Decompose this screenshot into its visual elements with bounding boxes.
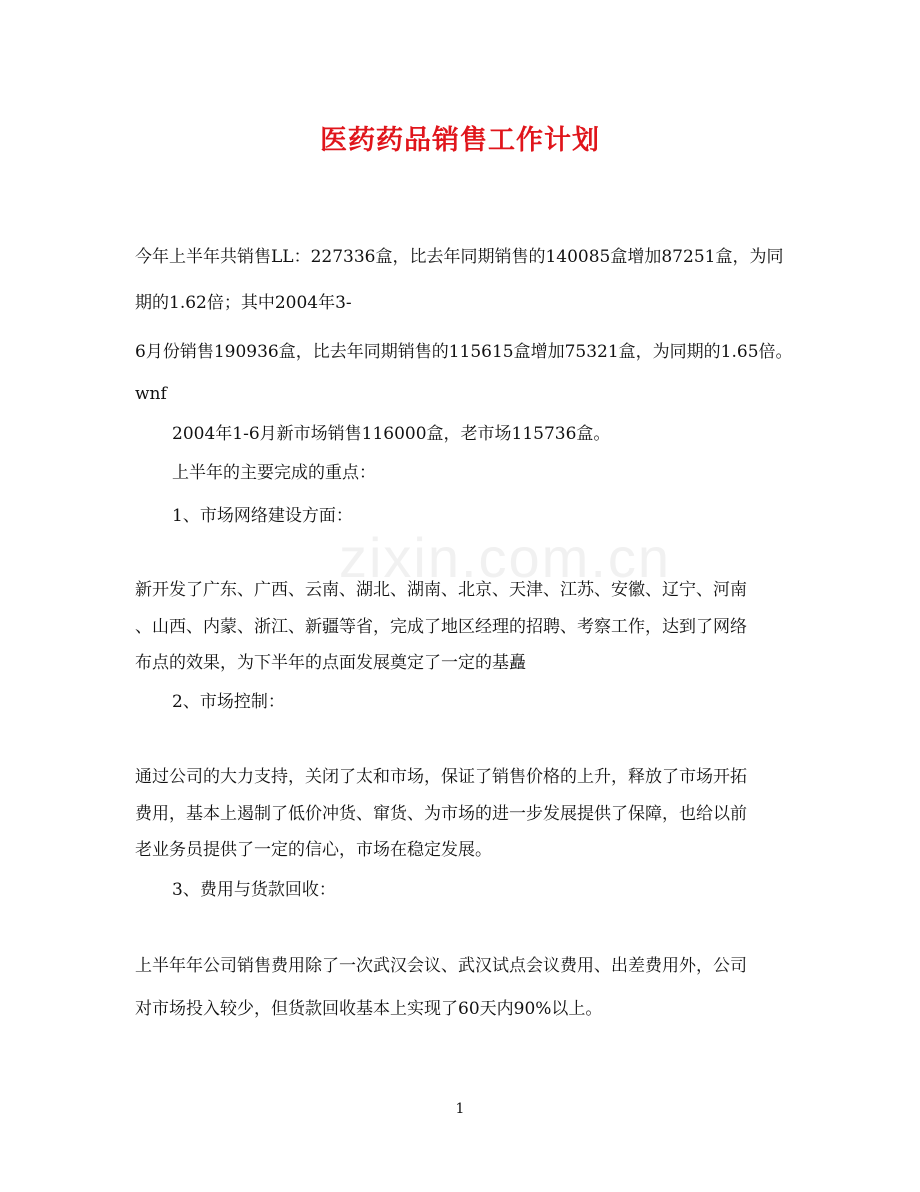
- paragraph-line: 新开发了广东、广西、云南、湖北、湖南、北京、天津、江苏、安徽、辽宁、河南: [135, 580, 747, 600]
- paragraph-line: 老业务员提供了一定的信心，市场在稳定发展。: [135, 840, 492, 860]
- paragraph-line: 、山西、内蒙、浙江、新疆等省，完成了地区经理的招聘、考察工作，达到了网络: [135, 617, 747, 637]
- paragraph-line: 2004年1-6月新市场销售116000盒，老市场115736盒。: [172, 424, 611, 444]
- paragraph-line: 6月份销售190936盒，比去年同期销售的115615盒增加75321盒，为同期的1.65倍。: [135, 342, 793, 362]
- paragraph-line: 期的1.62倍；其中2004年3-: [135, 293, 352, 313]
- watermark: zixin.com.cn: [338, 526, 672, 589]
- paragraph-line: 今年上半年共销售LL：227336盒，比去年同期销售的140085盒增加87251盒，为同: [135, 247, 784, 267]
- paragraph-line: 对市场投入较少，但货款回收基本上实现了60天内90%以上。: [135, 999, 603, 1019]
- section-heading: 上半年的主要完成的重点：: [172, 463, 376, 483]
- section-heading: 3、费用与货款回收：: [172, 880, 336, 900]
- paragraph-line: wnf: [135, 384, 167, 404]
- paragraph-line: 通过公司的大力支持，关闭了太和市场，保证了销售价格的上升，释放了市场开拓: [135, 767, 747, 787]
- section-heading: 1、市场网络建设方面：: [172, 506, 353, 526]
- page-number: 1: [455, 1101, 465, 1117]
- document-title: 医药药品销售工作计划: [320, 125, 600, 156]
- section-heading: 2、市场控制：: [172, 692, 285, 712]
- paragraph-line: 费用，基本上遏制了低价冲货、窜货、为市场的进一步发展提供了保障，也给以前: [135, 804, 747, 824]
- paragraph-line: 布点的效果，为下半年的点面发展奠定了一定的基矗: [135, 653, 526, 673]
- paragraph-line: 上半年年公司销售费用除了一次武汉会议、武汉试点会议费用、出差费用外，公司: [135, 956, 747, 976]
